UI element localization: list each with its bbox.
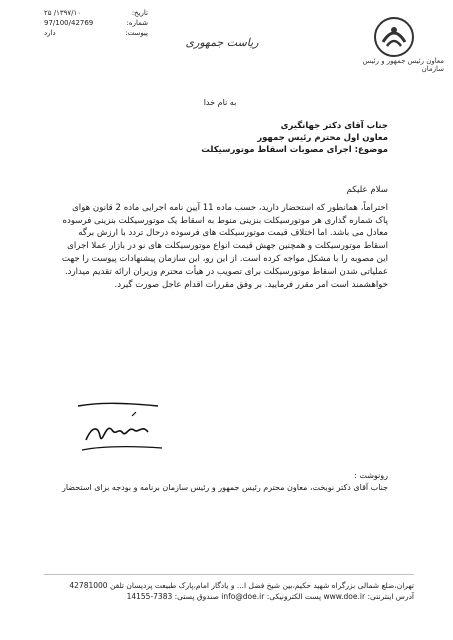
recipient-block bbox=[60, 120, 388, 156]
signature bbox=[72, 400, 172, 460]
letter-body bbox=[40, 184, 388, 291]
body-line: احتراماً، همانطور که استحضار دارید، حسب ماده 11 آیین نامه اجرایی ماده 2 قانون هوای bbox=[72, 202, 388, 213]
body-line: خواهشمند است امر مقرر فرمایید. بر وفق مقررات اقدام عاجل صورت گیرد. bbox=[114, 279, 388, 290]
footer-contact: آدرس اینترنتی: www.doe.ir پست الکترونیکی: info@doe.ir صندوق پستی: 7383-14155 bbox=[126, 592, 414, 601]
body-line: پاک شماره گذاری هر موتورسیکلت بنزینی منوط به اسقاط یک موتورسیکلت بنزینی فرسوده bbox=[62, 215, 388, 226]
footer-address: تهران،ضلع شمالی بزرگراه شهید حکیم،بین شیخ فضل ا... و یادگار امام،پارک طبیعت پردیسان تلفن 42781000 bbox=[69, 581, 414, 590]
number-value: 97/100/42769 bbox=[44, 19, 94, 27]
cc-block bbox=[44, 470, 388, 494]
greeting: سلام علیکم bbox=[346, 185, 388, 195]
bismillah: به نام خدا bbox=[203, 98, 237, 107]
recipient-name: جناب آقای دکتر جهانگیری bbox=[280, 121, 388, 131]
cc-text: جناب آقای دکتر نوبخت، معاون محترم رئیس جمهور و رئیس سازمان برنامه و بودجه برای استحضار bbox=[61, 483, 388, 492]
cc-label: رونوشت : bbox=[354, 471, 388, 480]
number-label: شماره: bbox=[126, 19, 148, 27]
date-row bbox=[44, 8, 148, 18]
date-label: تاریخ: bbox=[131, 9, 148, 17]
body-line: معادل می باشد. اما اختلاف قیمت موتورسیکلت های فرسوده درحال تردد با ارزش برگه bbox=[78, 228, 388, 239]
body-line: اسقاط موتورسیکلت و همچنین جهش قیمت انواع موتورسیکلت های نو در بازار عملا اجرای bbox=[67, 241, 388, 252]
attachment-row bbox=[44, 28, 148, 38]
organization-name: معاون رئیس جمهور و رئیس سازمان bbox=[362, 57, 444, 73]
footer-divider bbox=[44, 574, 414, 575]
letter-subject: موضوع: اجرای مصوبات اسقاط موتورسیکلت bbox=[201, 145, 388, 155]
body-line: این مصوبه را با مشکل مواجه کرده است. از این رو، این سازمان پیشنهادات پیوست را جهت bbox=[61, 253, 388, 264]
date-value: ۱۳۹۷/۱۰/ ۲۵ bbox=[44, 9, 82, 17]
letter-footer bbox=[44, 580, 414, 602]
presidency-header: ریاست جمهوری bbox=[185, 36, 259, 49]
letter-meta bbox=[44, 8, 148, 38]
attachment-label: پیوست: bbox=[125, 29, 148, 37]
number-row bbox=[44, 18, 148, 28]
attachment-value: دارد bbox=[44, 29, 56, 37]
recipient-title: معاون اول محترم رئیس جمهور bbox=[257, 133, 388, 143]
body-line: عملیاتی شدن اسقاط موتورسیکلت برای تصویب در هیأت محترم وزیران ارائه تقدیم میدارد. bbox=[64, 266, 388, 277]
doe-logo-icon bbox=[373, 16, 415, 58]
